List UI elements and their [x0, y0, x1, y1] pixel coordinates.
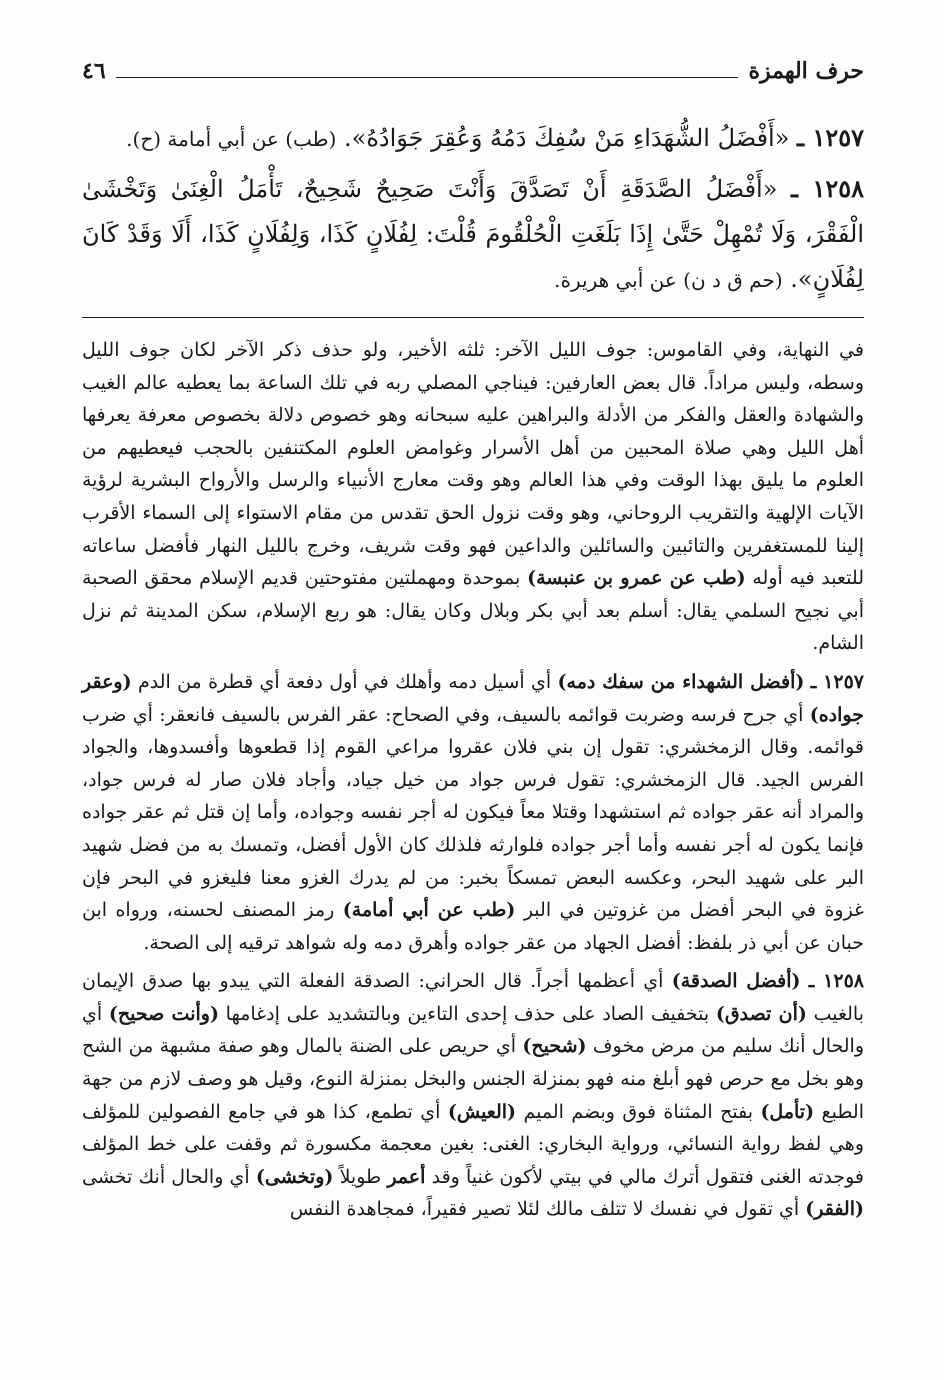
hadith-number: ١٢٥٧ ـ — [797, 123, 864, 152]
commentary-text: أي أسيل دمه وأهلك في أول دفعة أي قطرة من الدم — [137, 670, 552, 693]
commentary-intro — [82, 334, 864, 660]
commentary-text: أي جرح فرسه وضربت قوائمه بالسيف، وفي الصحاح: عقر الفرس بالسيف فانعقر: أي ضرب قوائمه. وقال الزمخشري: تقول إن بني فلان عقروا مراعي القوم إذا قطعوها وأفسدوها، والجواد الفرس الجيد. قال الزمخشري: تقول فرس جواد من خيل جياد، وأجاد فلان صار له فرس جواد، والمراد أنه عقر جواده ثم استشهدا وقتلا معاً فيكون له أجر نفسه وجواده، وأما إن قتل ثم عقر جواده فإنما يكون له أجر نفسه وأما أجر جواده فلوارثه فلذلك كان الأول أفضل، وتمسك به من فضل شهيد البر على شهيد البحر، وعكسه البعض تمسكاً بخبر: من لم يدرك الغزو معنا فليغزو في البحر فإن غزوة في البحر أفضل من غزوتين في البر — [82, 703, 864, 922]
commentary-lemma: (العيش) — [447, 1100, 517, 1123]
hadith-text: «أَفْضَلُ الشُّهَدَاءِ مَنْ سُفِكَ دَمُهُ وَعُقِرَ جَوَادُهُ». — [344, 124, 790, 152]
hadith-1257 — [82, 115, 864, 162]
commentary-lemma: (الفقر) — [805, 1198, 864, 1221]
section-divider — [82, 317, 864, 318]
hadith-main-text — [82, 115, 864, 307]
commentary-lemma: أعمر — [387, 1165, 426, 1188]
page-number: ٤٦ — [82, 58, 106, 84]
hadith-1258 — [82, 166, 864, 303]
commentary-lemma: (طب عن عمرو بن عنبسة) — [527, 567, 746, 590]
hadith-source: (حم ق د ن) عن أبي هريرة. — [554, 268, 783, 292]
commentary-text: أي حريص على الضنة بالمال وهو صفة مشبهة من الشح وهو بخل مع حرص فهو أبلغ منه فهو بمنزلة الجنس والبخل بمنزلة النوع، وقيل هو وصف لازم من جهة الطبع — [82, 1035, 864, 1123]
commentary-1257 — [82, 666, 864, 959]
page-header — [82, 48, 864, 88]
commentary-1258 — [82, 965, 864, 1226]
hadith-text: «أَفْضَلُ الصَّدَقَةِ أَنْ تَصَدَّقَ وَأَنْتَ صَحِيحٌ شَحِيحٌ، تَأْمَلُ الْغِنَىٰ وَتَخْشَىٰ الْفَقْرَ، وَلَا تُمْهِلْ حَتَّىٰ إِذَا بَلَغَتِ الْحُلْقُومَ قُلْتَ: لِفُلَانٍ كَذَا، وَلِفُلَانٍ كَذَا، أَلَا وَقَدْ كَانَ لِفُلَانٍ». — [82, 175, 864, 293]
commentary-lemma: (تأمل) — [760, 1100, 815, 1123]
commentary-text: بفتح المثناة فوق وبضم الميم — [523, 1100, 753, 1123]
commentary-text: أي تطمع، كذا هو في جامع الفصولين للمؤلف وهي لفظ رواية النسائي، ورواية البخاري: الغنى: بغين معجمة مكسورة ثم وقفت على خط المؤلف فوجدته الغنى فتقول أترك مالي في بيتي لأكون غنياً وقد — [82, 1100, 865, 1188]
chapter-title: حرف الهمزة — [748, 58, 864, 84]
hadith-source: (طب) عن أبي أمامة (ح). — [126, 127, 337, 151]
commentary-text: بموحدة ومهملتين مفتوحتين قديم الإسلام محقق الصحبة أبي نجيح السلمي يقال: أسلم بعد أبي بكر وبلال وكان يقال: هو ربع الإسلام، سكن المدينة ثم نزل الشام. — [82, 567, 864, 655]
commentary-text: رمز المصنف لحسنه، ورواه ابن حبان عن أبي ذر بلفظ: أفضل الجهاد من عقر جواده وأهرق دمه وله شواهد ترقيه إلى الصحة. — [82, 899, 864, 954]
commentary-lemma: (وأنت صحيح) — [108, 1002, 219, 1025]
commentary-number: ١٢٥٨ ـ — [808, 970, 864, 993]
commentary-text: أي والحال أنك تخشى — [82, 1165, 250, 1188]
commentary-number: ١٢٥٧ ـ — [810, 670, 864, 693]
commentary-text: أي أعظمها أجراً. قال الحراني: الصدقة الفعلة التي يبدو بها صدق الإيمان بالغيب — [82, 970, 864, 1025]
commentary-text: طويلاً — [339, 1165, 382, 1188]
commentary-text: في النهاية، وفي القاموس: جوف الليل الآخر: ثلثه الأخير، ولو حذف ذكر الآخر لكان جوف الليل وسطه، وليس مراداً. قال بعض العارفين: فيناجي المصلي ربه في تلك الساعة بما يعطيه عالم الغيب والشهادة والعقل والفكر من الأدلة والبراهين عليه سبحانه وهو خصوص دلالة بخصوص معرفة يعرفها أهل الليل وهي صلاة المحبين من أهل الأسرار وغوامض العلوم المكتنفين بالحجب فيعطيهم من العلوم ما يليق بهذا الوقت وفي هذا العالم وهو وقت معارج الأنبياء والرسل والأرواح البشرية لرؤية الآيات الإلهية والتقريب الروحاني، وهو وقت نزول الحق تقدس من مقام الاستواء إلى السماء الأقرب إلينا للمستغفرين والتائبين والسائلين والداعين فهو وقت شريف، وخرج بالليل النهار فأفضل ساعاته للتعبد فيه أوله — [82, 339, 864, 590]
hadith-number: ١٢٥٨ ـ — [791, 174, 864, 203]
commentary-text: أي والحال أنك سليم من مرض مخوف — [82, 1002, 865, 1058]
commentary-lemma: (أفضل الصدقة) — [671, 970, 801, 993]
commentary-lemma: (وعقر جواده) — [82, 670, 864, 726]
commentary-lemma: (أفضل الشهداء من سفك دمه) — [557, 670, 805, 693]
commentary-lemma: (طب عن أبي أمامة) — [342, 899, 516, 922]
commentary-lemma: (وتخشى) — [255, 1165, 334, 1188]
commentary-lemma: (شحيح) — [522, 1035, 587, 1058]
commentary-text: أي تقول في نفسك لا تتلف مالك لئلا تصير فقيراً، فمجاهدة النفس — [289, 1198, 800, 1221]
commentary-text: بتخفيف الصاد على حذف إحدى التاءين وبالتشديد على إدغامها — [225, 1002, 710, 1025]
commentary-lemma: (أن تصدق) — [715, 1002, 807, 1025]
commentary-section — [82, 334, 864, 1226]
header-rule — [116, 77, 739, 78]
